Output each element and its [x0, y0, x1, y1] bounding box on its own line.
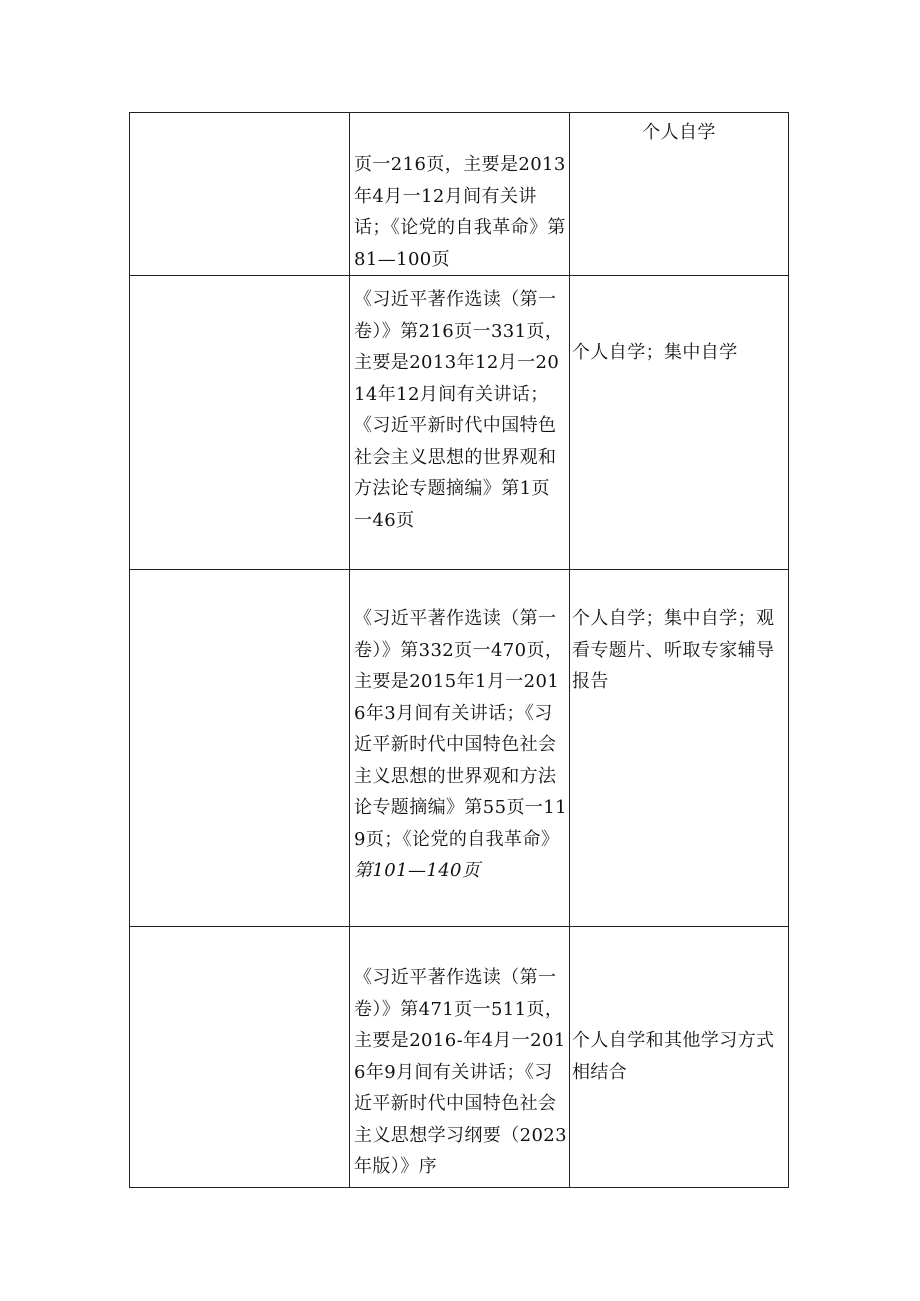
- content-cell: [130, 113, 350, 276]
- method-text: 个人自学和其他学习方式相结合: [572, 1030, 775, 1083]
- materials-text: 《习近平著作选读（第一卷）》第332页一470页，主要是2015年1月一2016年3月间有关讲话；《习近平新时代中国特色社会主义思想的世界观和方法论专题摘编》第55页一119页；《论党的自我革命》: [354, 608, 568, 850]
- table-row: [130, 276, 789, 570]
- materials-text: 《习近平著作选读（第一卷）》第471页一511页，主要是2016-年4月一2016年9月间有关讲话；《习近平新时代中国特色社会主义思想学习纲要（2023年版）》序: [354, 967, 568, 1177]
- materials-cell: [350, 113, 570, 276]
- table-row: [130, 570, 789, 927]
- table-row: [130, 113, 789, 276]
- content-cell: [130, 570, 350, 927]
- method-text: 个人自学；集中自学；观看专题片、听取专家辅导报告: [572, 608, 775, 692]
- materials-text: 《习近平著作选读（第一卷）》第216页一331页，主要是2013年12月一2014年12月间有关讲话； 《习近平新时代中国特色社会主义思想的世界观和方法论专题摘编》第1页一46页: [354, 289, 564, 531]
- materials-cell: [350, 570, 570, 927]
- method-text: 个人自学: [642, 122, 716, 143]
- method-text: 个人自学；集中自学: [572, 342, 738, 363]
- materials-text-end: 第101—140页: [354, 860, 481, 881]
- materials-cell: [350, 276, 570, 570]
- content-cell: [130, 927, 350, 1188]
- method-cell: [570, 570, 789, 927]
- method-cell: [570, 113, 789, 276]
- method-cell: [570, 927, 789, 1188]
- study-plan-table: [129, 112, 789, 1188]
- materials-text: 页一216页，主要是2013年4月一12月间有关讲话；《论党的自我革命》第81—100页: [354, 154, 566, 270]
- method-cell: [570, 276, 789, 570]
- materials-cell: [350, 927, 570, 1188]
- table-row: [130, 927, 789, 1188]
- content-cell: [130, 276, 350, 570]
